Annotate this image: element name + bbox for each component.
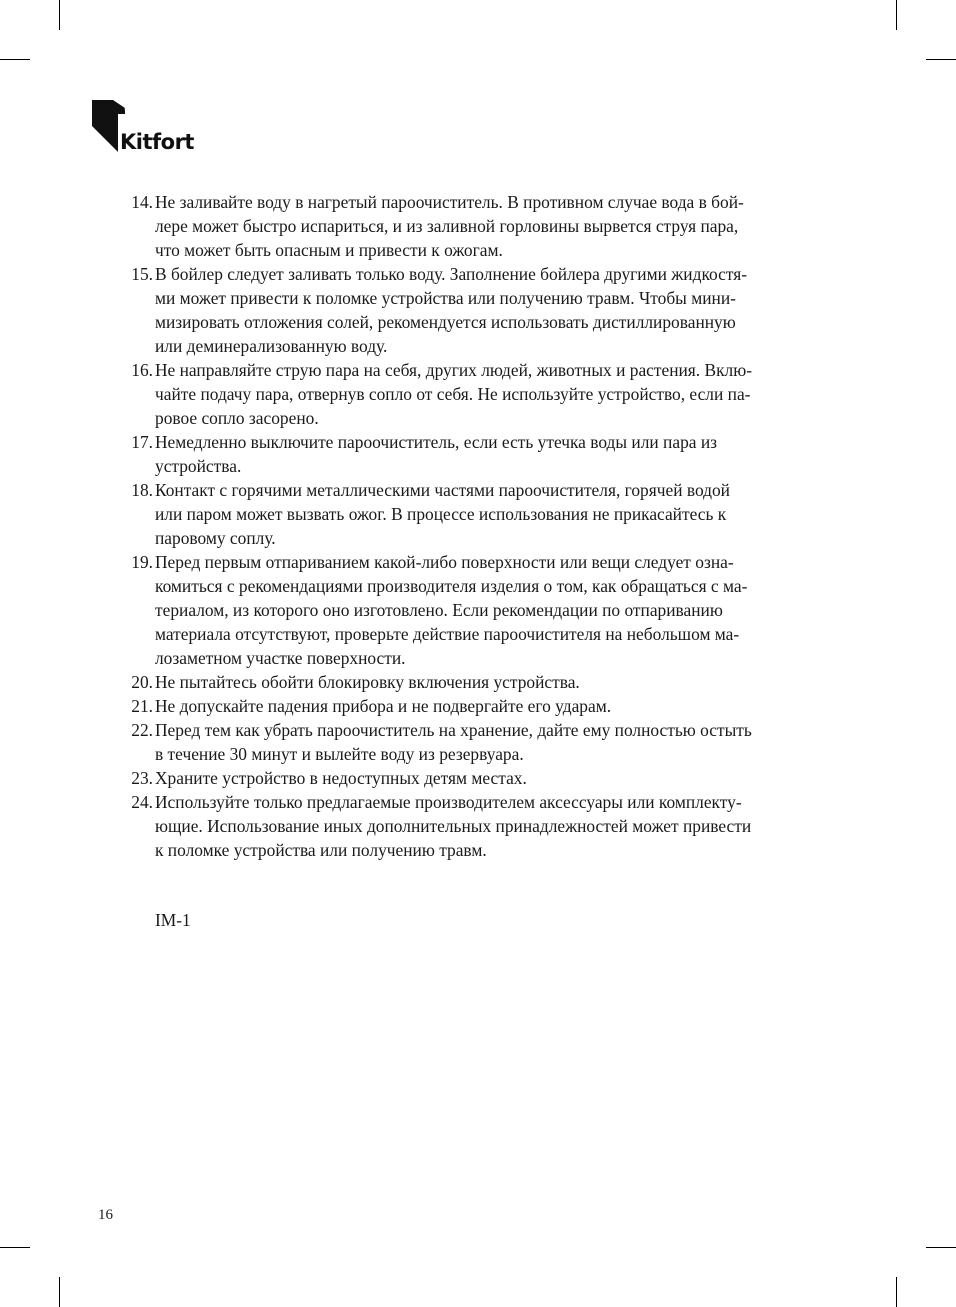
list-item — [120, 190, 850, 262]
list-item — [120, 262, 850, 358]
item-text-line: Храните устройство в недоступных детям местах. — [155, 768, 527, 788]
item-text-line: чайте подачу пара, отвернув сопло от себя. Не используйте устройство, если па- — [155, 384, 751, 404]
item-text-line: к поломке устройства или получению травм. — [155, 840, 487, 860]
item-text-line: комиться с рекомендациями производителя изделия о том, как обращаться с ма- — [155, 576, 748, 596]
item-number: 22. — [131, 720, 153, 740]
item-number: 19. — [131, 552, 153, 572]
item-text-line: Используйте только предлагаемые производителем аксессуары или комплекту- — [155, 792, 742, 812]
item-text-line: Не допускайте падения прибора и не подвергайте его ударам. — [155, 696, 612, 716]
list-item — [120, 670, 850, 694]
crop-mark — [0, 59, 30, 60]
item-text-line: устройства. — [155, 456, 242, 476]
brand-logo — [92, 100, 252, 160]
list-item — [120, 718, 850, 766]
item-text-line: Перед тем как убрать пароочиститель на хранение, дайте ему полностью остыть — [155, 720, 752, 740]
item-text-line: лозаметном участке поверхности. — [155, 648, 406, 668]
crop-mark — [59, 0, 60, 30]
item-text-line: Не заливайте воду в нагретый пароочиститель. В противном случае вода в бой- — [155, 192, 744, 212]
item-text-line: Контакт с горячими металлическими частями пароочистителя, горячей водой — [155, 480, 730, 500]
list-item — [120, 478, 850, 550]
item-text-line: лере может быстро испариться, и из заливной горловины вырвется струя пара, — [155, 216, 739, 236]
safety-instructions-list — [120, 190, 850, 862]
crop-mark — [896, 1277, 897, 1307]
list-item — [120, 790, 850, 862]
brand-name: Kitfort — [120, 130, 194, 154]
model-code: IM-1 — [155, 910, 191, 930]
item-number: 14. — [131, 192, 153, 212]
item-text-line: мизировать отложения солей, рекомендуется использовать дистиллированную — [155, 312, 736, 332]
list-item — [120, 430, 850, 478]
item-text-line: В бойлер следует заливать только воду. Заполнение бойлера другими жидкостя- — [155, 264, 748, 284]
item-text-line: Перед первым отпариванием какой-либо поверхности или вещи следует озна- — [155, 552, 734, 572]
item-text-line: териалом, из которого оно изготовлено. Если рекомендации по отпариванию — [155, 600, 723, 620]
item-number: 16. — [131, 360, 153, 380]
item-text-line: или деминерализованную воду. — [155, 336, 388, 356]
item-number: 20. — [131, 672, 153, 692]
item-number: 15. — [131, 264, 153, 284]
list-item — [120, 694, 850, 718]
item-number: 17. — [131, 432, 153, 452]
item-text-line: что может быть опасным и привести к ожогам. — [155, 240, 503, 260]
item-text-line: Не пытайтесь обойти блокировку включения устройства. — [155, 672, 580, 692]
crop-mark — [0, 1247, 30, 1248]
item-text-line: ровое сопло засорено. — [155, 408, 319, 428]
item-number: 18. — [131, 480, 153, 500]
list-item — [120, 550, 850, 670]
item-text-line: материала отсутствуют, проверьте действие пароочистителя на небольшом ма- — [155, 624, 740, 644]
item-text-line: Не направляйте струю пара на себя, других людей, животных и растения. Вклю- — [155, 360, 753, 380]
item-text-line: ми может привести к поломке устройства или получению травм. Чтобы мини- — [155, 288, 736, 308]
crop-mark — [59, 1277, 60, 1307]
item-text-line: или паром может вызвать ожог. В процессе использования не прикасайтесь к — [155, 504, 727, 524]
item-number: 24. — [131, 792, 153, 812]
item-number: 23. — [131, 768, 153, 788]
crop-mark — [926, 1247, 956, 1248]
list-item — [120, 766, 850, 790]
page-number: 16 — [98, 1207, 113, 1223]
item-number: 21. — [131, 696, 153, 716]
list-item — [120, 358, 850, 430]
item-text-line: в течение 30 минут и вылейте воду из резервуара. — [155, 744, 524, 764]
crop-mark — [926, 59, 956, 60]
crop-mark — [896, 0, 897, 30]
item-text-line: паровому соплу. — [155, 528, 276, 548]
item-text-line: ющие. Использование иных дополнительных принадлежностей может привести — [155, 816, 752, 836]
item-text-line: Немедленно выключите пароочиститель, если есть утечка воды или пара из — [155, 432, 718, 452]
